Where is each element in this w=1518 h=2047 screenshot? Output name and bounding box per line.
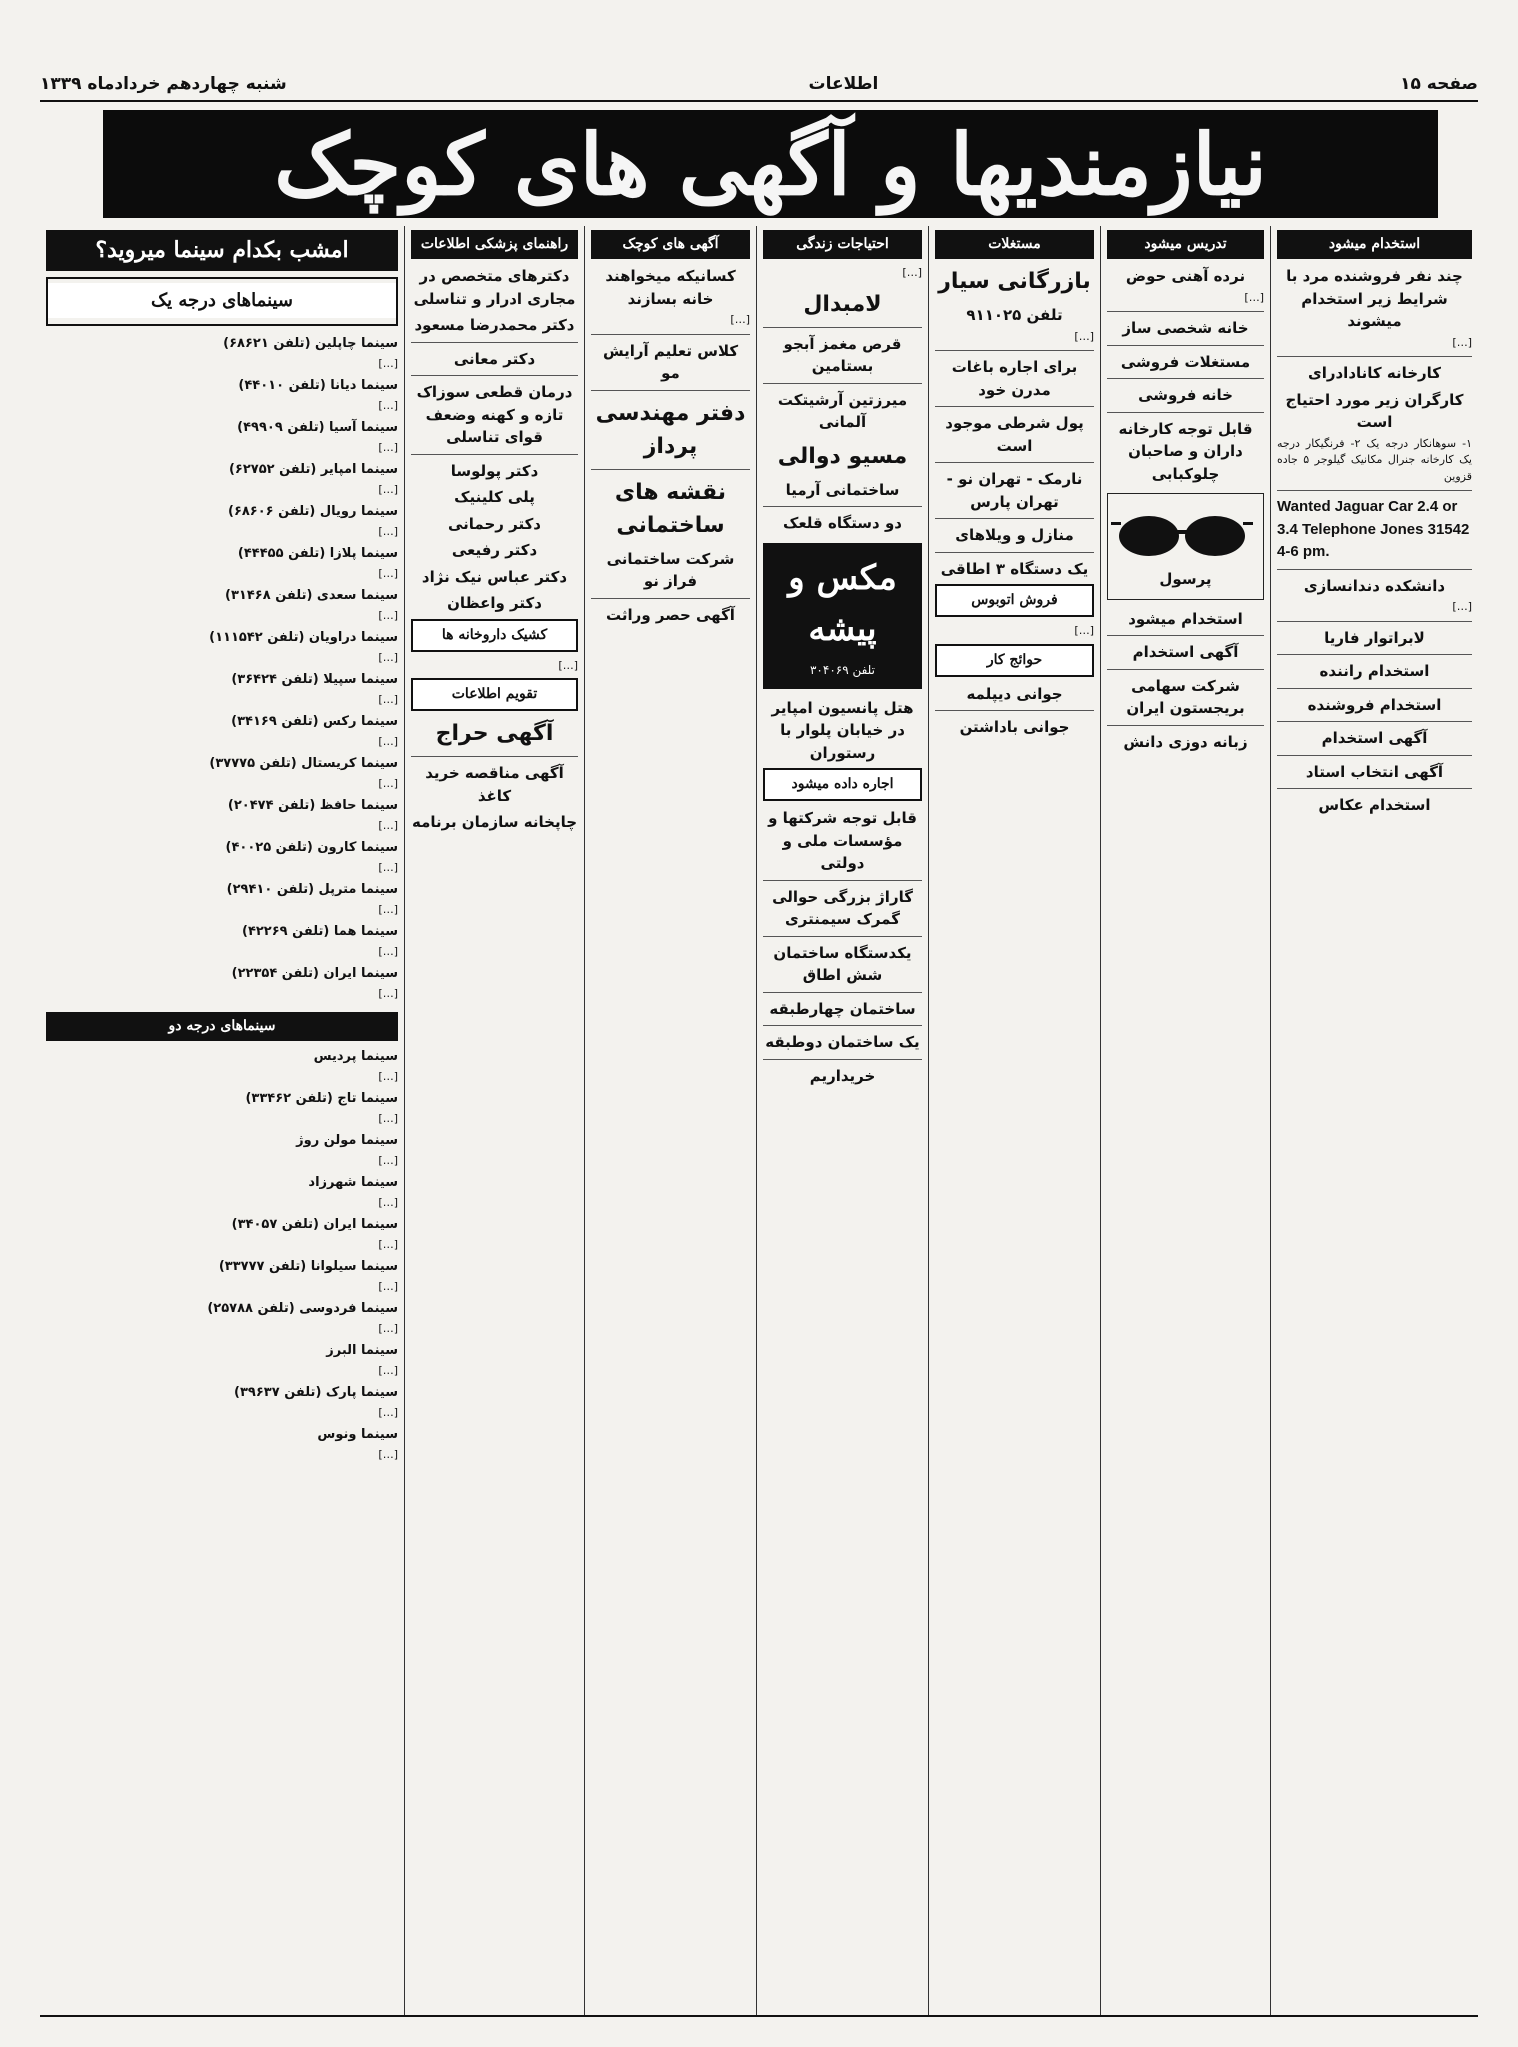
ad-text: […] [1244, 290, 1264, 304]
ad-title: چاپخانه سازمان برنامه [411, 813, 578, 831]
ad-title: ساختمان چهارطبقه [769, 999, 916, 1018]
cinema-name: سینما پارک (تلفن ۳۹۶۳۷) [234, 1385, 398, 1400]
page-date: شنبه چهاردهم خردادماه ۱۳۳۹ [40, 74, 287, 94]
ad-title: درمان قطعی سوزاک تازه و کهنه وضعف قوای تناسلی [416, 383, 573, 446]
ad-text: […] [1452, 600, 1472, 613]
page-header [40, 70, 1478, 98]
cinema-name: سینما فردوسی (تلفن ۲۵۷۸۸) [207, 1301, 398, 1316]
ad-title: گاراژ بزرگی حوالی گمرک سیمنتری [772, 887, 913, 928]
ad-title: نقشه های ساختمانی [614, 479, 727, 538]
ad-text: […] [1074, 329, 1094, 343]
ad-title: خریداریم [809, 1066, 876, 1085]
ad-title: دانشکده دندانسازی [1303, 576, 1446, 595]
section-heading: احتیاجات زندگی [763, 230, 922, 259]
ad-title: منازل و ویلاهای [955, 526, 1074, 544]
ad-title: کلاس تعلیم آرایش مو [602, 341, 739, 382]
cinema-showtimes: […] [378, 566, 398, 580]
ad-title: خانه شخصی ساز [1122, 319, 1249, 337]
ad-title: کارخانه کانادادرای [1307, 364, 1442, 382]
column-cinema [40, 226, 404, 2015]
cinema-name: سینما سعدی (تلفن ۳۱۴۶۸) [225, 588, 398, 603]
footer-rule [40, 2015, 1478, 2017]
ad-title: استخدام فروشنده [1307, 695, 1442, 714]
cinema-showtimes: […] [378, 398, 398, 412]
ad-title: مسیو دوالی [777, 443, 908, 469]
ad-title: دکتر عباس نیک نژاد [421, 567, 568, 586]
cinema-showtimes: […] [378, 1111, 398, 1125]
cinema-name: سینما کارون (تلفن ۴۰۰۲۵) [225, 840, 398, 855]
cinema-name: سینما امپایر (تلفن ۶۲۷۵۲) [228, 462, 398, 477]
cinema-name: سینما البرز [326, 1343, 398, 1358]
cinema-name: سینما هما (تلفن ۴۲۲۶۹) [241, 924, 398, 939]
cinema-showtimes: […] [378, 1195, 398, 1209]
cinema-showtimes: […] [378, 1279, 398, 1293]
ad-title: آگهی انتخاب استاد [1305, 762, 1444, 781]
section-heading: تقویم اطلاعات [411, 678, 578, 711]
cinema-name: سینما سپیلا (تلفن ۳۶۴۲۴) [231, 672, 398, 687]
cinema-name: سینما سیلوانا (تلفن ۳۳۷۷۷) [218, 1259, 398, 1274]
cinema-showtimes: […] [378, 440, 398, 454]
ad-text: […] [1452, 335, 1472, 349]
section-heading: سینماهای درجه دو [46, 1012, 398, 1041]
ad-title: آگهی مناقصه خرید کاغذ [425, 764, 564, 805]
cinema-showtimes: […] [378, 776, 398, 790]
cinema-name: سینما مترپل (تلفن ۲۹۴۱۰) [226, 882, 398, 897]
ad-text: […] [1074, 624, 1094, 637]
cinema-showtimes: […] [378, 944, 398, 958]
ad-title: جوانی دیپلمه [966, 684, 1063, 703]
ad-title: آگهی استخدام [1321, 729, 1428, 747]
column-realestate [928, 226, 1100, 2015]
cinema-showtimes: […] [378, 692, 398, 706]
sunglasses-icon [1107, 504, 1257, 564]
banner-title: نیازمندیها و آگهی های کوچک [274, 114, 1267, 214]
cinema-showtimes: […] [378, 1405, 398, 1419]
cinema-name: سینما کریستال (تلفن ۳۷۷۷۵) [209, 756, 398, 771]
ad-title: مستغلات فروشی [1120, 352, 1251, 371]
section-heading: آگهی های کوچک [591, 230, 750, 259]
cinema-showtimes: […] [378, 482, 398, 496]
cinema-showtimes: […] [378, 818, 398, 832]
cinema-name: سینما دراویان (تلفن ۱۱۱۵۴۲) [209, 630, 398, 645]
sunglasses-ad [1107, 493, 1264, 600]
ad-title: دفتر مهندسی پرداز [595, 400, 746, 459]
ad-title: استخدام راننده [1319, 662, 1430, 680]
cinema-name: سینما رویال (تلفن ۶۸۶۰۶) [227, 504, 398, 519]
ad-title: دکتر رحمانی [447, 514, 542, 533]
cinema-name: سینما ایران (تلفن ۳۴۰۵۷) [231, 1217, 398, 1232]
section-heading: فروش اتوبوس [935, 584, 1094, 617]
section-heading: سینماهای درجه یک [48, 283, 396, 318]
section-heading: اجاره داده میشود [763, 768, 922, 801]
ad-title: جوانی باداشتن [959, 718, 1070, 736]
ad-phone: تلفن ۹۱۱۰۲۵ [966, 306, 1063, 324]
cinema-showtimes: […] [378, 356, 398, 370]
cinema-showtimes: […] [378, 1069, 398, 1083]
section-heading: راهنمای پزشکی اطلاعات [411, 230, 578, 259]
column-misc [756, 226, 928, 2015]
column-small-ads [584, 226, 756, 2015]
cinema-title: امشب بکدام سینما میروید؟ [46, 230, 398, 271]
ad-title: هتل پانسیون امپایر در خیابان پلوار با رستوران [771, 698, 914, 762]
cinema-name: سینما مولن روژ [296, 1133, 398, 1148]
display-ad [763, 543, 922, 689]
ad-title: دکترهای متخصص در مجاری ادرار و تناسلی [413, 267, 576, 308]
ad-title: خانه فروشی [1138, 386, 1233, 404]
cinema-name: سینما پلازا (تلفن ۴۴۴۵۵) [237, 546, 398, 561]
cinema-showtimes: […] [378, 902, 398, 916]
section-banner [103, 110, 1438, 218]
ad-title: لامبدال [803, 291, 882, 317]
ad-title: یکدستگاه ساختمان شش اطاق [773, 943, 912, 984]
cinema-name: سینما پردیس [313, 1049, 398, 1064]
ad-title: کسانیکه میخواهند خانه بسازند [605, 267, 736, 308]
display-ad-phone: تلفن ۳۰۴۰۶۹ [809, 662, 875, 677]
ad-title: استخدام میشود [1128, 609, 1243, 628]
ad-title: دکتر پولوسا [450, 461, 539, 480]
ad-text: ۱- سوهانکار درجه یک ۲- فرنگیکار درجه یک کارخانه جنرال مکانیک گیلوجر ۵ جاده قزوین [1277, 436, 1472, 483]
ad-title: چند نفر فروشنده مرد با شرایط زیر استخدام میشوند [1286, 267, 1463, 330]
cinema-list-second-class [46, 1047, 398, 1463]
cinema-showtimes: […] [378, 524, 398, 538]
cinema-name: سینما تاج (تلفن ۳۳۴۶۲) [245, 1091, 398, 1106]
section-heading: تدریس میشود [1107, 230, 1264, 259]
ad-title: شرکت سهامی بریجستون ایران [1126, 676, 1245, 717]
section-heading: مستغلات [935, 230, 1094, 259]
display-ad-title: مکس و پیشه [788, 557, 897, 649]
ad-title: ساختمانی آرمیا [785, 480, 900, 499]
ad-title: برای اجاره باغات مدرن خود [951, 358, 1078, 399]
cinema-name: سینما ایران (تلفن ۲۲۳۵۴) [231, 966, 398, 981]
ad-text: […] [730, 313, 750, 326]
cinema-name: سینما دیانا (تلفن ۴۴۰۱۰) [238, 378, 398, 393]
ad-title: دکتر محمدرضا مسعود [414, 316, 575, 334]
section-heading: استخدام میشود [1277, 230, 1472, 259]
ad-title: پول شرطی موجود است [945, 414, 1084, 455]
ad-title: کارگران زیر مورد احتیاج است [1285, 390, 1464, 431]
ad-text: […] [558, 658, 578, 672]
classifieds-grid [40, 226, 1478, 2015]
cinema-showtimes: […] [378, 1237, 398, 1251]
ad-title: یک ساختمان دوطبقه [765, 1033, 920, 1051]
cinema-name: سینما حافظ (تلفن ۲۰۴۷۴) [227, 798, 398, 813]
header-rule [40, 100, 1478, 102]
cinema-showtimes: […] [378, 986, 398, 1000]
cinema-showtimes: […] [378, 734, 398, 748]
ad-title: لابراتوار فاریا [1324, 628, 1425, 647]
ad-title: نرده آهنی حوض [1125, 267, 1246, 285]
column-employment [1270, 226, 1478, 2015]
cinema-showtimes: […] [378, 608, 398, 622]
cinema-showtimes: […] [378, 1321, 398, 1335]
ad-title: قابل توجه شرکتها و مؤسسات ملی و دولتی [768, 809, 917, 872]
cinema-name: سینما شهرزاد [308, 1175, 398, 1190]
page-number: صفحه ۱۵ [1400, 74, 1478, 94]
ad-title: یک دستگاه ۳ اطاقی [940, 559, 1089, 578]
ad-title: آگهی حراج [435, 721, 554, 746]
ad-title: شرکت ساختمانی فراز نو [606, 549, 735, 590]
cinema-list-first-class [46, 334, 398, 1002]
ad-title: آگهی حصر وراثت [606, 605, 735, 624]
ad-title: دو دستگاه قلعک [782, 514, 903, 532]
cinema-name: سینما رکس (تلفن ۳۴۱۶۹) [231, 714, 398, 729]
cinema-name: سینما آسیا (تلفن ۴۹۹۰۹) [237, 420, 398, 435]
cinema-name: سینما ونوس [317, 1427, 398, 1442]
ad-title: قابل توجه کارخانه داران و صاحبان چلوکبابی [1118, 419, 1253, 483]
ad-title: بازرگانی سیار [938, 269, 1091, 294]
ad-title: دکتر واعظان [447, 594, 542, 612]
ad-title: استخدام عکاس [1318, 796, 1431, 814]
section-heading: حوائج کار [935, 644, 1094, 677]
ad-title: نارمک - تهران نو - تهران پارس [946, 470, 1083, 511]
ad-title: زبانه دوزی دانش [1123, 732, 1248, 751]
cinema-showtimes: […] [378, 1447, 398, 1461]
ad-title: دکتر رفیعی [451, 541, 538, 559]
cinema-showtimes: […] [378, 860, 398, 874]
cinema-showtimes: […] [378, 1363, 398, 1377]
ad-title: قرص مغمز آبجو بستامین [783, 334, 902, 375]
ad-title: دکتر معانی [453, 349, 536, 368]
newspaper-name: اطلاعات [808, 74, 879, 94]
ad-title: آگهی استخدام [1132, 643, 1239, 661]
cinema-name: سینما چاپلین (تلفن ۶۸۶۲۱) [223, 336, 398, 351]
column-medical [404, 226, 584, 2015]
english-ad: Wanted Jaguar Car 2.4 or 3.4 Telephone Jones 31542 4-6 pm. [1277, 498, 1470, 560]
ad-title: میرزتین آرشیتکت آلمانی [777, 390, 908, 431]
cinema-showtimes: […] [378, 650, 398, 664]
section-heading: کشیک داروخانه ها [411, 619, 578, 652]
column-tutoring [1100, 226, 1270, 2015]
brand-name: پرسول [1159, 570, 1212, 588]
ad-text: […] [902, 266, 922, 279]
ad-title: پلی کلینیک [454, 488, 535, 506]
cinema-showtimes: […] [378, 1153, 398, 1167]
